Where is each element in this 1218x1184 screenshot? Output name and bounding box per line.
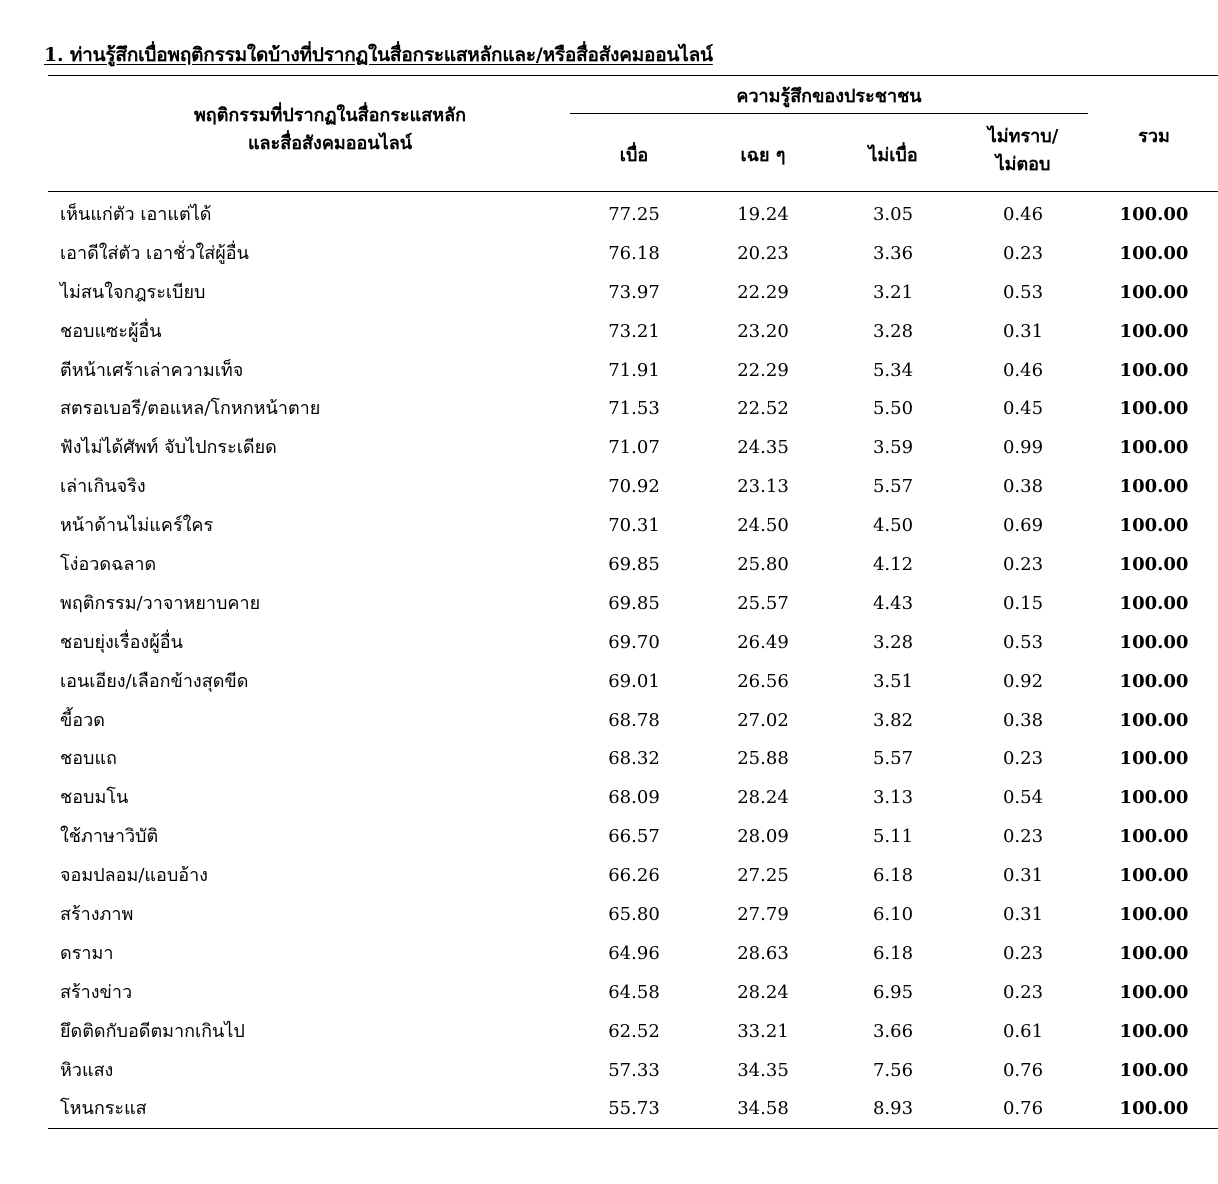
- cell-unknown: 0.69: [1002, 515, 1044, 537]
- cell-not-bored: 3.66: [872, 1020, 914, 1042]
- header-col-neutral: เฉย ๆ: [740, 145, 786, 166]
- group-header-rule: [570, 113, 1088, 114]
- cell-bored: 57.33: [608, 1059, 660, 1081]
- row-label: ชอบยุ่งเรื่องผู้อื่น: [60, 631, 183, 653]
- cell-total: 100.00: [1119, 748, 1189, 770]
- table-row: [48, 819, 1218, 858]
- cell-unknown: 0.53: [1002, 631, 1044, 653]
- table-row: [48, 625, 1218, 664]
- table-row: [48, 1091, 1218, 1130]
- cell-total: 100.00: [1119, 1020, 1189, 1042]
- cell-not-bored: 6.10: [872, 904, 914, 926]
- table-top-rule: [48, 75, 1218, 76]
- cell-unknown: 0.23: [1002, 826, 1044, 848]
- table-row: [48, 236, 1218, 275]
- row-label: สร้างภาพ: [60, 904, 134, 926]
- table-row: [48, 975, 1218, 1014]
- cell-bored: 68.78: [608, 709, 660, 731]
- cell-neutral: 24.35: [737, 437, 789, 459]
- cell-unknown: 0.45: [1002, 398, 1044, 420]
- cell-bored: 69.70: [608, 631, 660, 653]
- cell-bored: 70.92: [608, 476, 660, 498]
- header-feelings-group: ความรู้สึกของประชาชน: [736, 86, 922, 107]
- cell-bored: 71.91: [608, 359, 660, 381]
- row-label: จอมปลอม/แอบอ้าง: [60, 865, 208, 887]
- cell-unknown: 0.38: [1002, 476, 1044, 498]
- header-col-bored: เบื่อ: [619, 145, 649, 166]
- cell-total: 100.00: [1119, 904, 1189, 926]
- table-row: [48, 936, 1218, 975]
- cell-not-bored: 4.43: [872, 592, 914, 614]
- cell-neutral: 19.24: [737, 204, 789, 225]
- table-row: [48, 858, 1218, 897]
- row-label: เห็นแก่ตัว เอาแต่ได้: [60, 204, 212, 225]
- table-row: [48, 391, 1218, 430]
- cell-not-bored: 3.51: [872, 670, 914, 692]
- row-label: ไม่สนใจกฎระเบียบ: [60, 281, 206, 303]
- cell-total: 100.00: [1119, 515, 1189, 537]
- row-label: ฟังไม่ได้ศัพท์ จับไปกระเดียด: [60, 437, 277, 459]
- table-row: [48, 586, 1218, 625]
- cell-total: 100.00: [1119, 709, 1189, 731]
- cell-bored: 68.32: [608, 748, 660, 770]
- cell-bored: 69.01: [608, 670, 660, 692]
- cell-unknown: 0.76: [1002, 1098, 1044, 1120]
- row-label: ตีหน้าเศร้าเล่าความเท็จ: [60, 359, 244, 381]
- row-label: สร้างข่าว: [60, 981, 133, 1003]
- cell-not-bored: 3.28: [872, 320, 914, 342]
- cell-total: 100.00: [1119, 942, 1189, 964]
- cell-not-bored: 5.57: [872, 748, 914, 770]
- row-label: โง่อวดฉลาด: [60, 554, 157, 576]
- header-bottom-rule: [48, 191, 1218, 192]
- row-label: สตรอเบอรี/ตอแหล/โกหกหน้าตาย: [60, 398, 321, 420]
- cell-neutral: 28.24: [737, 981, 789, 1003]
- cell-neutral: 26.56: [737, 670, 789, 692]
- cell-not-bored: 3.36: [872, 242, 914, 264]
- cell-bored: 69.85: [608, 554, 660, 576]
- cell-not-bored: 3.59: [872, 437, 914, 459]
- header-behavior-line1: พฤติกรรมที่ปรากฏในสื่อกระแสหลัก: [193, 105, 467, 126]
- cell-total: 100.00: [1119, 631, 1189, 653]
- cell-unknown: 0.46: [1002, 359, 1044, 381]
- cell-bored: 71.53: [608, 398, 660, 420]
- cell-unknown: 0.31: [1002, 904, 1044, 926]
- table-body: [48, 197, 1218, 1130]
- cell-unknown: 0.23: [1002, 748, 1044, 770]
- cell-total: 100.00: [1119, 592, 1189, 614]
- cell-not-bored: 3.82: [872, 709, 914, 731]
- cell-total: 100.00: [1119, 281, 1189, 303]
- cell-neutral: 34.35: [737, 1059, 789, 1081]
- cell-not-bored: 7.56: [872, 1059, 914, 1081]
- cell-unknown: 0.99: [1002, 437, 1044, 459]
- row-label: เล่าเกินจริง: [60, 476, 146, 498]
- cell-neutral: 27.79: [737, 904, 789, 926]
- cell-unknown: 0.76: [1002, 1059, 1044, 1081]
- cell-unknown: 0.15: [1002, 592, 1044, 614]
- cell-neutral: 25.88: [737, 748, 789, 770]
- cell-bored: 64.96: [608, 942, 660, 964]
- table-row: [48, 469, 1218, 508]
- header-col-total: รวม: [1138, 126, 1170, 147]
- cell-not-bored: 3.28: [872, 631, 914, 653]
- cell-bored: 66.26: [608, 865, 660, 887]
- cell-bored: 71.07: [608, 437, 660, 459]
- cell-total: 100.00: [1119, 476, 1189, 498]
- cell-unknown: 0.23: [1002, 981, 1044, 1003]
- table-row: [48, 741, 1218, 780]
- table-row: [48, 703, 1218, 742]
- cell-bored: 62.52: [608, 1020, 660, 1042]
- header-col-unknown-line1: ไม่ทราบ/: [987, 126, 1059, 147]
- header-col-unknown-line2: ไม่ตอบ: [995, 154, 1051, 175]
- cell-bored: 64.58: [608, 981, 660, 1003]
- cell-bored: 76.18: [608, 242, 660, 264]
- cell-not-bored: 4.12: [872, 554, 914, 576]
- row-label: ยึดติดกับอดีตมากเกินไป: [60, 1020, 245, 1042]
- cell-not-bored: 5.50: [872, 398, 914, 420]
- cell-unknown: 0.53: [1002, 281, 1044, 303]
- row-label: ใช้ภาษาวิบัติ: [60, 826, 159, 848]
- cell-bored: 55.73: [608, 1098, 660, 1120]
- cell-unknown: 0.23: [1002, 554, 1044, 576]
- cell-total: 100.00: [1119, 204, 1189, 225]
- table-row: [48, 197, 1218, 236]
- table-row: [48, 430, 1218, 469]
- cell-unknown: 0.23: [1002, 942, 1044, 964]
- cell-unknown: 0.31: [1002, 320, 1044, 342]
- table-row: [48, 275, 1218, 314]
- row-label: หน้าด้านไม่แคร์ใคร: [60, 515, 214, 537]
- table-row: [48, 353, 1218, 392]
- table-row: [48, 664, 1218, 703]
- table-row: [48, 1053, 1218, 1092]
- cell-neutral: 20.23: [737, 242, 789, 264]
- cell-not-bored: 6.18: [872, 865, 914, 887]
- cell-unknown: 0.46: [1002, 204, 1044, 225]
- cell-neutral: 25.57: [737, 592, 789, 614]
- cell-neutral: 23.13: [737, 476, 789, 498]
- cell-not-bored: 8.93: [872, 1098, 914, 1120]
- cell-not-bored: 3.13: [872, 787, 914, 809]
- cell-total: 100.00: [1119, 787, 1189, 809]
- cell-not-bored: 5.57: [872, 476, 914, 498]
- header-col-unknown: [963, 123, 1083, 179]
- cell-not-bored: 3.05: [872, 204, 914, 225]
- row-label: ชอบแถ: [60, 748, 117, 770]
- header-behavior: [160, 102, 500, 158]
- cell-neutral: 25.80: [737, 554, 789, 576]
- cell-not-bored: 6.18: [872, 942, 914, 964]
- row-label: ชอบแซะผู้อื่น: [60, 320, 162, 342]
- table-row: [48, 314, 1218, 353]
- cell-total: 100.00: [1119, 359, 1189, 381]
- cell-unknown: 0.38: [1002, 709, 1044, 731]
- row-label: ชอบมโน: [60, 787, 129, 809]
- cell-total: 100.00: [1119, 865, 1189, 887]
- cell-total: 100.00: [1119, 320, 1189, 342]
- cell-unknown: 0.61: [1002, 1020, 1044, 1042]
- document-title: 1. ท่านรู้สึกเบื่อพฤติกรรมใดบ้างที่ปรากฏในสื่อกระแสหลักและ/หรือสื่อสังคมออนไลน์: [44, 44, 713, 66]
- row-label: เอาดีใส่ตัว เอาชั่วใส่ผู้อื่น: [60, 242, 249, 264]
- header-behavior-line2: และสื่อสังคมออนไลน์: [247, 133, 413, 154]
- cell-neutral: 27.25: [737, 865, 789, 887]
- row-label: หิวแสง: [60, 1059, 114, 1081]
- row-label: ดรามา: [60, 942, 114, 964]
- row-label: พฤติกรรม/วาจาหยาบคาย: [60, 592, 261, 614]
- cell-neutral: 33.21: [737, 1020, 789, 1042]
- cell-neutral: 27.02: [737, 709, 789, 731]
- cell-not-bored: 6.95: [872, 981, 914, 1003]
- table-row: [48, 780, 1218, 819]
- cell-bored: 66.57: [608, 826, 660, 848]
- cell-neutral: 28.24: [737, 787, 789, 809]
- cell-total: 100.00: [1119, 981, 1189, 1003]
- table-row: [48, 547, 1218, 586]
- cell-unknown: 0.54: [1002, 787, 1044, 809]
- cell-unknown: 0.23: [1002, 242, 1044, 264]
- cell-total: 100.00: [1119, 437, 1189, 459]
- cell-not-bored: 3.21: [872, 281, 914, 303]
- cell-total: 100.00: [1119, 1059, 1189, 1081]
- cell-neutral: 28.63: [737, 942, 789, 964]
- cell-neutral: 22.29: [737, 281, 789, 303]
- cell-neutral: 28.09: [737, 826, 789, 848]
- cell-total: 100.00: [1119, 670, 1189, 692]
- cell-bored: 70.31: [608, 515, 660, 537]
- cell-unknown: 0.31: [1002, 865, 1044, 887]
- cell-unknown: 0.92: [1002, 670, 1044, 692]
- header-col-not-bored: ไม่เบื่อ: [868, 145, 918, 166]
- cell-bored: 65.80: [608, 904, 660, 926]
- cell-neutral: 23.20: [737, 320, 789, 342]
- cell-bored: 77.25: [608, 204, 660, 225]
- table-row: [48, 508, 1218, 547]
- cell-total: 100.00: [1119, 554, 1189, 576]
- cell-not-bored: 4.50: [872, 515, 914, 537]
- cell-neutral: 26.49: [737, 631, 789, 653]
- cell-bored: 68.09: [608, 787, 660, 809]
- row-label: เอนเอียง/เลือกข้างสุดขีด: [60, 670, 249, 692]
- row-label: โหนกระแส: [60, 1098, 147, 1120]
- cell-bored: 73.21: [608, 320, 660, 342]
- cell-neutral: 24.50: [737, 515, 789, 537]
- row-label: ขี้อวด: [60, 709, 105, 731]
- table-row: [48, 897, 1218, 936]
- cell-total: 100.00: [1119, 398, 1189, 420]
- cell-neutral: 34.58: [737, 1098, 789, 1120]
- cell-bored: 69.85: [608, 592, 660, 614]
- cell-neutral: 22.52: [737, 398, 789, 420]
- cell-total: 100.00: [1119, 242, 1189, 264]
- cell-not-bored: 5.11: [872, 826, 914, 848]
- cell-neutral: 22.29: [737, 359, 789, 381]
- cell-bored: 73.97: [608, 281, 660, 303]
- cell-total: 100.00: [1119, 826, 1189, 848]
- cell-total: 100.00: [1119, 1098, 1189, 1120]
- cell-not-bored: 5.34: [872, 359, 914, 381]
- table-row: [48, 1014, 1218, 1053]
